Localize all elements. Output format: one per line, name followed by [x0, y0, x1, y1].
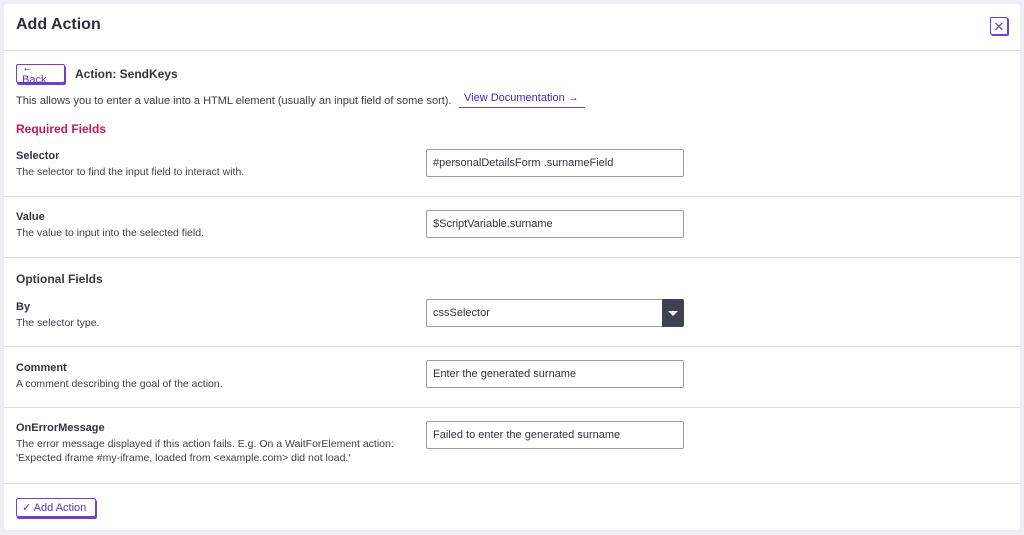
dialog-header [4, 4, 1020, 51]
value-label: Value [16, 211, 45, 223]
optional-fields-title: Optional Fields [16, 272, 103, 286]
selector-label: Selector [16, 150, 60, 162]
dialog-title: Add Action [16, 16, 101, 33]
divider [4, 257, 1020, 258]
divider [4, 407, 1020, 408]
back-button[interactable]: ← Back [16, 64, 65, 83]
by-select-value: cssSelector [433, 307, 490, 319]
by-label: By [16, 301, 31, 313]
add-action-dialog [4, 4, 1020, 530]
onerrormessage-input[interactable]: Failed to enter the generated surname [426, 421, 684, 449]
action-description: This allows you to enter a value into a HTML element (usually an input field of some sort). [16, 95, 452, 107]
close-icon: ✕ [993, 18, 1005, 34]
chevron-down-icon[interactable] [662, 299, 684, 327]
onerrormessage-help: The error message displayed if this action fails. E.g. On a WaitForElement action: 'Expected iframe #my-iframe, loaded from <example.com> did not load.' [16, 438, 394, 464]
action-title: Action: SendKeys [75, 67, 178, 81]
by-help: The selector type. [16, 317, 100, 329]
view-documentation-link[interactable]: View Documentation → [459, 92, 585, 108]
selector-help: The selector to find the input field to interact with. [16, 166, 245, 178]
by-select[interactable] [426, 299, 684, 327]
value-input[interactable]: $ScriptVariable.surname [426, 210, 684, 238]
close-button[interactable] [990, 17, 1008, 35]
comment-label: Comment [16, 362, 67, 374]
comment-help: A comment describing the goal of the action. [16, 378, 223, 390]
value-help: The value to input into the selected field. [16, 227, 204, 239]
onerrormessage-label: OnErrorMessage [16, 422, 105, 434]
divider [4, 346, 1020, 347]
add-action-button[interactable]: ✓ Add Action [16, 498, 96, 517]
divider [4, 483, 1020, 484]
comment-input[interactable]: Enter the generated surname [426, 360, 684, 388]
required-fields-title: Required Fields [16, 122, 107, 136]
divider [4, 196, 1020, 197]
selector-input[interactable]: #personalDetailsForm .surnameField [426, 149, 684, 177]
